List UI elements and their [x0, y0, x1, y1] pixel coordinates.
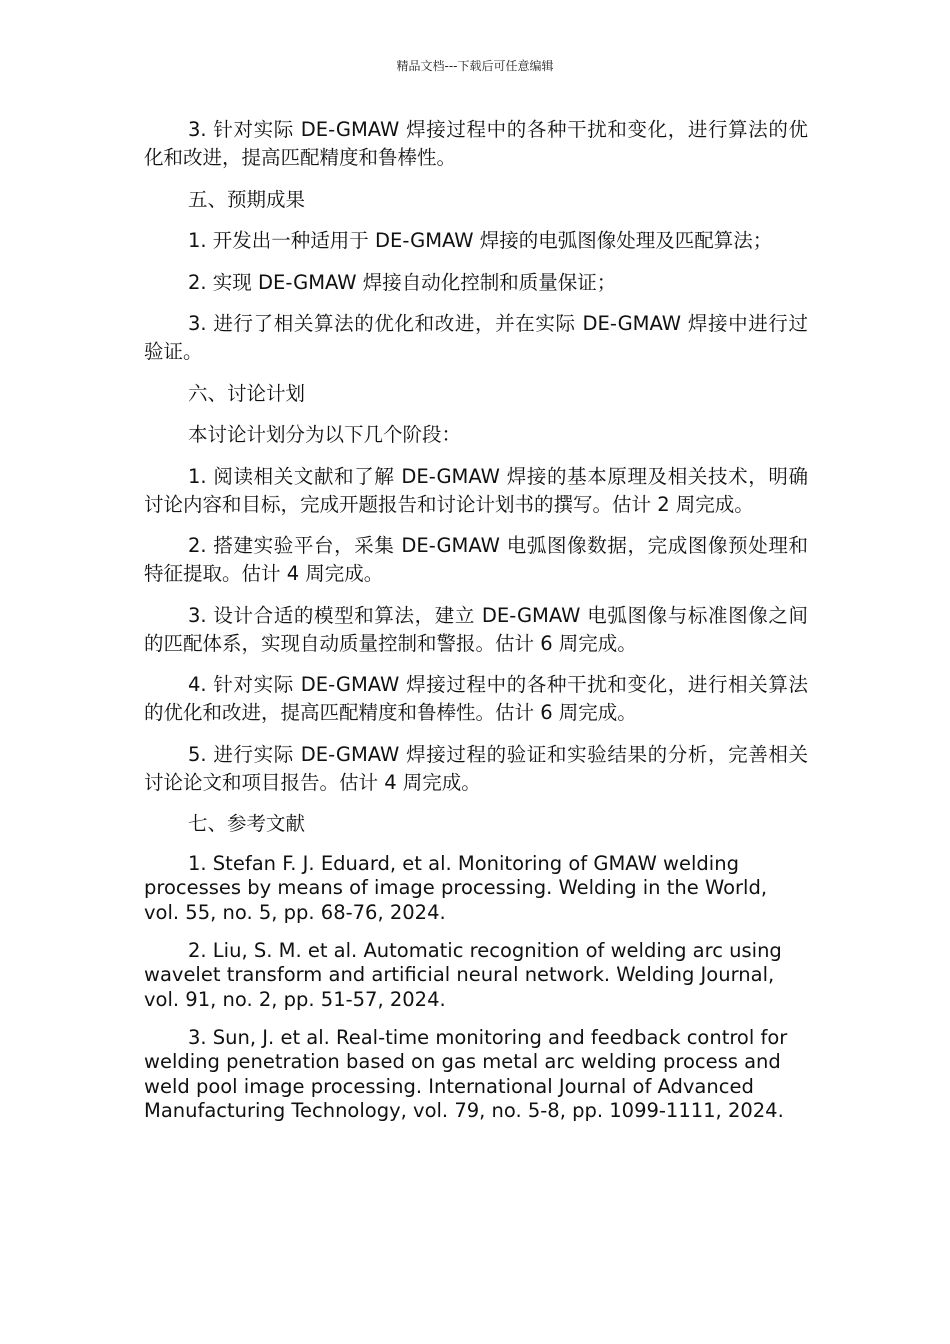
- result-item-3: 3. 进行了相关算法的优化和改进，并在实际 DE-GMAW 焊接中进行过验证。: [144, 312, 808, 363]
- reference-item-3: 3. Sun, J. et al. Real-time monitoring and feedback control for welding penetration based on gas metal arc welding process and weld pool image processing. International Journal of Advanced Manufacturing Technology, vol. 79, no. 5-8, pp. 1099-1111, 2024.: [144, 1025, 788, 1122]
- page-header: 精品文档---下载后可任意编辑: [396, 59, 554, 73]
- section-heading-plan: 六、讨论计划: [188, 381, 306, 405]
- result-item-2: 2. 实现 DE-GMAW 焊接自动化控制和质量保证；: [188, 270, 617, 294]
- plan-stage-1: 1. 阅读相关文献和了解 DE-GMAW 焊接的基本原理及相关技术，明确讨论内容和目标，完成开题报告和讨论计划书的撰写。估计 2 周完成。: [144, 464, 808, 516]
- document-body: [144, 116, 808, 1137]
- section-heading-references: 七、参考文献: [188, 812, 306, 835]
- plan-stage-2: 2. 搭建实验平台，采集 DE-GMAW 电弧图像数据，完成图像预处理和特征提取。估计 4 周完成。: [144, 534, 808, 585]
- section-heading-expected-results: 五、预期成果: [188, 187, 306, 211]
- plan-stage-3: 3. 设计合适的模型和算法，建立 DE-GMAW 电弧图像与标准图像之间的匹配体系，实现自动质量控制和警报。估计 6 周完成。: [144, 603, 808, 655]
- reference-item-1: 1. Stefan F. J. Eduard, et al. Monitoring of GMAW welding processes by means of image processing. Welding in the World, vol. 55, no. 5, pp. 68-76, 2024.: [144, 851, 768, 924]
- plan-stage-5: 5. 进行实际 DE-GMAW 焊接过程的验证和实验结果的分析，完善相关讨论论文和项目报告。估计 4 周完成。: [144, 742, 808, 794]
- result-item-1: 1. 开发出一种适用于 DE-GMAW 焊接的电弧图像处理及匹配算法；: [188, 229, 773, 252]
- reference-item-2: 2. Liu, S. M. et al. Automatic recognition of welding arc using wavelet transform and artificial neural network. Welding Journal, vol. 91, no. 2, pp. 51-57, 2024.: [144, 938, 782, 1011]
- plan-stage-4: 4. 针对实际 DE-GMAW 焊接过程中的各种干扰和变化，进行相关算法的优化和改进，提高匹配精度和鲁棒性。估计 6 周完成。: [144, 673, 808, 724]
- plan-intro: 本讨论计划分为以下几个阶段：: [188, 423, 462, 446]
- paragraph-item-3-optimize: 3. 针对实际 DE-GMAW 焊接过程中的各种干扰和变化，进行算法的优化和改进，提高匹配精度和鲁棒性。: [144, 118, 808, 169]
